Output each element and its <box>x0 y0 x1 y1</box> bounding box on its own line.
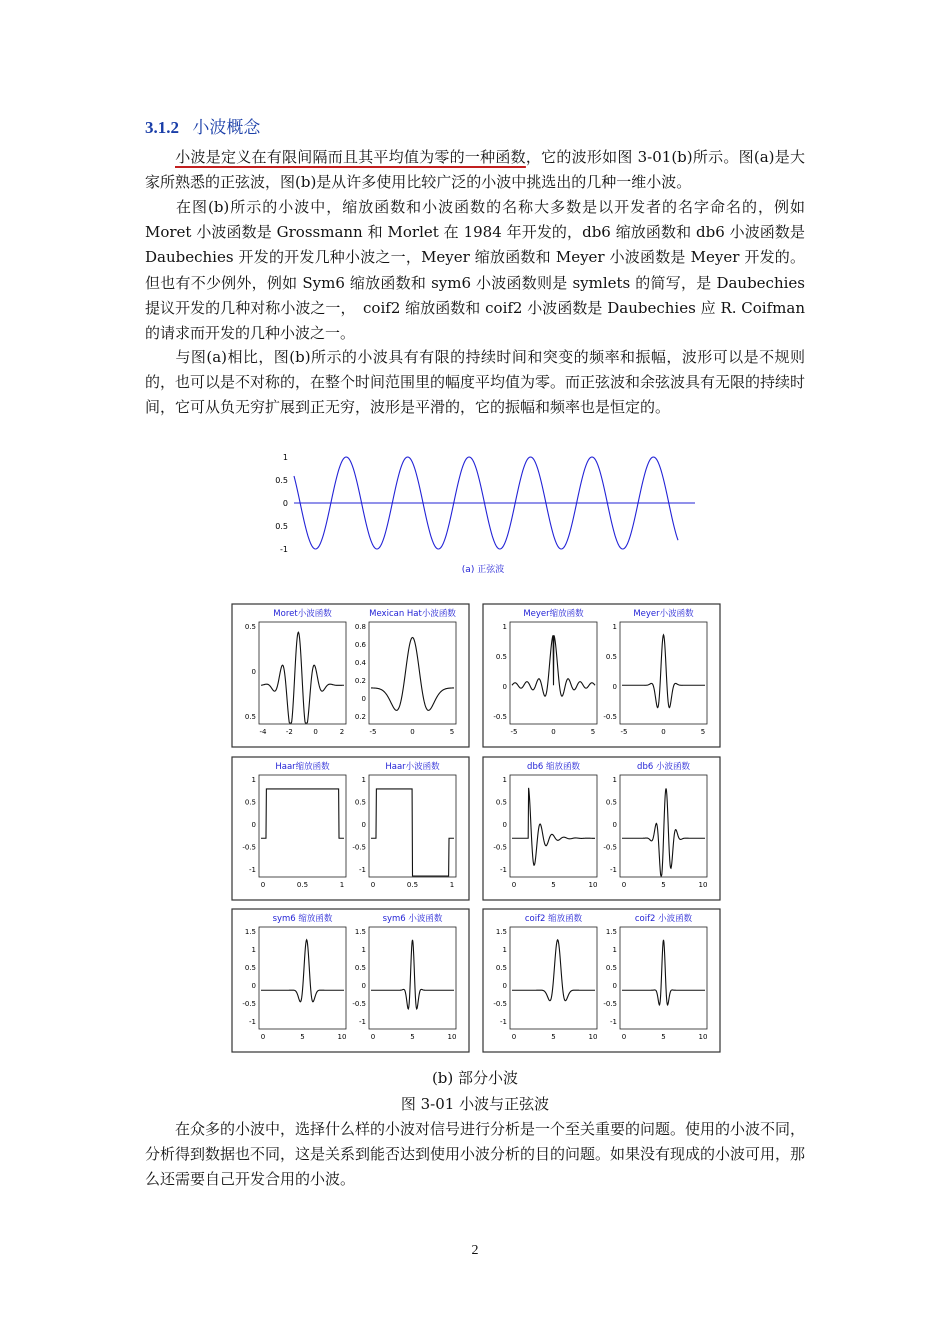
y-tick-label: 0.5 <box>244 713 256 721</box>
plot-axes <box>510 775 597 877</box>
caption-b: (b) 部分小波 <box>431 1069 519 1087</box>
paragraph-1-text: ，它的波形如图 3-01(b)所示。图(a)是大家所熟悉的正弦波，图(b)是从许多使用比较广泛的小波中挑选出的几种一维小波。 <box>145 148 805 192</box>
x-tick-label: 0 <box>260 881 266 889</box>
panel-title: coif2 小波函数 <box>634 914 693 924</box>
y-tick-label: 0 <box>251 821 256 829</box>
y-tick-label: 0.8 <box>354 623 366 631</box>
x-tick-label: 0 <box>410 728 415 736</box>
y-tick-label: 0 <box>251 668 256 676</box>
x-tick-label: 10 <box>337 1033 347 1041</box>
y-tick-label: -0.5 <box>603 713 617 721</box>
wavelet-curve <box>512 940 595 1001</box>
wavelet-curve <box>371 940 454 1009</box>
y-tick-label: -0.5 <box>242 1000 256 1008</box>
figure-caption: 图 3-01 小波与正弦波 <box>400 1095 550 1113</box>
y-tick-label: -1 <box>500 1018 507 1026</box>
sine-ytick-1: 1 <box>282 453 288 462</box>
y-tick-label: 1 <box>251 946 256 954</box>
panel-title: Mexican Hat小波函数 <box>369 609 456 619</box>
panel-title: Haar缩放函数 <box>275 762 330 772</box>
panel-title: sym6 缩放函数 <box>272 914 333 924</box>
y-tick-label: 0.5 <box>495 653 507 661</box>
y-tick-label: 0.2 <box>354 677 366 685</box>
y-tick-label: 1 <box>612 776 617 784</box>
y-tick-label: 1 <box>361 776 366 784</box>
y-tick-label: -0.5 <box>603 843 617 852</box>
x-tick-label: 1 <box>339 881 345 889</box>
y-tick-label: 1.5 <box>605 928 617 936</box>
x-tick-label: 0 <box>511 881 517 889</box>
x-tick-label: 0 <box>661 728 666 736</box>
wavelet-panels-figure <box>0 600 950 1060</box>
panel-frame-5 <box>232 909 469 1052</box>
sine-ytick-4: 0.5 <box>275 522 288 531</box>
panel-title: coif2 缩放函数 <box>524 914 583 924</box>
x-tick-label: 10 <box>588 1033 598 1041</box>
y-tick-label: 0.5 <box>495 964 507 972</box>
x-tick-label: -5 <box>510 728 518 736</box>
x-tick-label: 10 <box>447 1033 457 1041</box>
y-tick-label: -0.5 <box>603 1000 617 1008</box>
y-tick-label: 0.5 <box>244 964 256 972</box>
paragraph-2-text: 在图(b)所示的小波中，缩放函数和小波函数的名称大多数是以开发者的名字命名的，例如 Moret 小波函数是 Grossmann 和 Morlet 在 1984 年开发的，db6 缩放函数和 db6 小波函数是 Daubechies 开发的开发几种小波之一，Meyer 缩放函数和 Meyer 小波函数是 Meyer 开发的。但也有不少例外，例如 Sym6 缩放函数和 sym6 小波函数则是 symlets 的简写，是 Daubechies 提议开发的几种对称小波之一， coif2 缩放函数和 coif2 小波函数是 Daubechies 应 R. Coifman 的请求而开发的几种小波之一。 <box>145 198 805 343</box>
y-tick-label: 0 <box>502 982 507 990</box>
wavelet-curve <box>261 940 344 1002</box>
y-tick-label: -0.5 <box>352 1000 366 1008</box>
sine-wave-figure <box>270 448 710 580</box>
wavelet-curve <box>512 635 595 696</box>
y-tick-label: 0 <box>502 683 507 691</box>
wavelet-curve <box>371 638 454 711</box>
x-tick-label: 0 <box>511 1033 517 1041</box>
y-tick-label: 1.5 <box>354 928 366 936</box>
y-tick-label: 0.5 <box>605 964 617 972</box>
y-tick-label: -1 <box>249 1018 256 1026</box>
x-tick-label: 5 <box>551 1033 556 1041</box>
y-tick-label: 0.6 <box>354 641 366 649</box>
section-number: 3.1.2 <box>145 118 179 137</box>
plot-axes <box>620 622 707 724</box>
y-tick-label: -1 <box>249 866 256 874</box>
panel-title: sym6 小波函数 <box>382 914 443 924</box>
x-tick-label: 10 <box>698 1033 708 1041</box>
y-tick-label: 1.5 <box>495 928 507 936</box>
panel-title: Haar小波函数 <box>385 762 440 772</box>
x-tick-label: 5 <box>449 728 455 736</box>
x-tick-label: -4 <box>259 728 267 736</box>
panel-frame-2 <box>483 604 720 747</box>
y-tick-label: -0.5 <box>242 843 256 852</box>
plot-axes <box>259 622 346 724</box>
sine-ytick-3: 0 <box>282 499 288 508</box>
y-tick-label: 1 <box>502 946 507 954</box>
y-tick-label: 0 <box>612 982 617 990</box>
sine-caption: (a) 正弦波 <box>461 565 505 575</box>
x-tick-label: -2 <box>285 728 293 736</box>
wavelet-curve <box>261 632 344 723</box>
x-tick-label: 5 <box>661 881 666 889</box>
y-tick-label: 1 <box>612 946 617 954</box>
paragraph-4 <box>145 1117 805 1193</box>
panel-frame-4 <box>483 757 720 900</box>
x-tick-label: 5 <box>590 728 596 736</box>
section-heading <box>145 113 260 138</box>
y-tick-label: 0.5 <box>244 623 256 631</box>
panel-title: Meyer小波函数 <box>633 609 694 619</box>
x-tick-label: 1 <box>449 881 455 889</box>
y-tick-label: 0.4 <box>354 659 366 667</box>
wavelet-curve <box>261 789 344 838</box>
y-tick-label: -1 <box>610 1018 617 1026</box>
y-tick-label: 0 <box>502 821 507 829</box>
x-tick-label: 5 <box>300 1033 305 1041</box>
x-tick-label: 0 <box>370 1033 376 1041</box>
y-tick-label: 0 <box>612 821 617 829</box>
x-tick-label: 0 <box>260 1033 266 1041</box>
x-tick-label: 0.5 <box>406 881 419 889</box>
y-tick-label: 1 <box>361 946 366 954</box>
x-tick-label: 0 <box>621 1033 627 1041</box>
sine-y-ticks <box>275 453 288 554</box>
x-tick-label: -5 <box>620 728 628 736</box>
sine-ytick-5: -1 <box>280 545 288 554</box>
y-tick-label: 0.5 <box>244 798 256 807</box>
y-tick-label: -1 <box>359 1018 366 1026</box>
y-tick-label: 0 <box>612 683 617 691</box>
y-tick-label: 0 <box>251 982 256 990</box>
y-tick-label: 1 <box>502 623 507 631</box>
y-tick-label: 0 <box>361 982 366 990</box>
x-tick-label: 5 <box>410 1033 415 1041</box>
plot-axes <box>259 775 346 877</box>
y-tick-label: -0.5 <box>493 713 507 721</box>
page-number: 2 <box>471 1243 479 1258</box>
y-tick-label: -0.5 <box>352 843 366 852</box>
y-tick-label: -1 <box>359 866 366 874</box>
y-tick-label: -1 <box>500 866 507 874</box>
x-tick-label: 5 <box>551 881 556 889</box>
y-tick-label: 1 <box>251 776 256 784</box>
section-title: 小波概念 <box>192 118 261 138</box>
wavelet-curve <box>371 789 454 876</box>
paragraph-3-text: 与图(a)相比，图(b)所示的小波具有有限的持续时间和突变的频率和振幅，波形可以是不规则的，也可以是不对称的，在整个时间范围里的幅度平均值为零。而正弦波和余弦波具有无限的持续时间，它可从负无穷扩展到正无穷，波形是平滑的，它的振幅和频率也是恒定的。 <box>145 348 806 417</box>
y-tick-label: 0.5 <box>354 964 366 972</box>
panel-title: db6 小波函数 <box>637 762 690 772</box>
panel-title: db6 缩放函数 <box>527 762 580 772</box>
y-tick-label: -0.5 <box>493 843 507 852</box>
y-tick-label: 0.5 <box>605 798 617 807</box>
y-tick-label: 0.2 <box>354 713 366 721</box>
x-tick-label: 0 <box>370 881 376 889</box>
y-tick-label: 1.5 <box>244 928 256 936</box>
paragraph-4-text: 在众多的小波中，选择什么样的小波对信号进行分析是一个至关重要的问题。使用的小波不同，分析得到数据也不同，这是关系到能否达到使用小波分析的目的问题。如果没有现成的小波可用，那么还需要自己开发合用的小波。 <box>145 1120 806 1189</box>
plot-axes <box>259 927 346 1029</box>
x-tick-label: 0.5 <box>296 881 309 889</box>
panel-title: Moret小波函数 <box>273 609 332 619</box>
y-tick-label: 0.5 <box>495 798 507 807</box>
highlighted-definition: 小波是定义在有限间隔而且其平均值为零的一种函数 <box>175 148 526 166</box>
panel-frame-3 <box>232 757 469 900</box>
x-tick-label: 10 <box>588 881 598 889</box>
x-tick-label: 0 <box>621 881 627 889</box>
x-tick-label: 5 <box>661 1033 666 1041</box>
x-tick-label: 2 <box>339 728 345 736</box>
x-tick-label: 0 <box>551 728 556 736</box>
y-tick-label: 0 <box>361 695 366 703</box>
y-tick-label: 1 <box>502 776 507 784</box>
wavelet-curve <box>622 940 705 1005</box>
wavelet-curve <box>622 788 705 876</box>
x-tick-label: 10 <box>698 881 708 889</box>
y-tick-label: 0.5 <box>605 653 617 661</box>
paragraph-2 <box>145 195 805 346</box>
y-tick-label: 0 <box>361 821 366 829</box>
x-tick-label: 5 <box>700 728 706 736</box>
sine-ytick-2: 0.5 <box>275 476 288 485</box>
y-tick-label: 0.5 <box>354 798 366 807</box>
panel-title: Meyer缩放函数 <box>523 609 584 619</box>
panel-frame-1 <box>232 604 469 747</box>
y-tick-label: -1 <box>610 866 617 874</box>
y-tick-label: 1 <box>612 623 617 631</box>
x-tick-label: 0 <box>313 728 318 736</box>
panel-frame-6 <box>483 909 720 1052</box>
x-tick-label: -5 <box>369 728 377 736</box>
paragraph-3 <box>145 345 805 421</box>
y-tick-label: -0.5 <box>493 1000 507 1008</box>
wavelet-curve <box>622 635 705 708</box>
wavelet-curve <box>512 788 595 865</box>
paragraph-1 <box>145 145 805 195</box>
